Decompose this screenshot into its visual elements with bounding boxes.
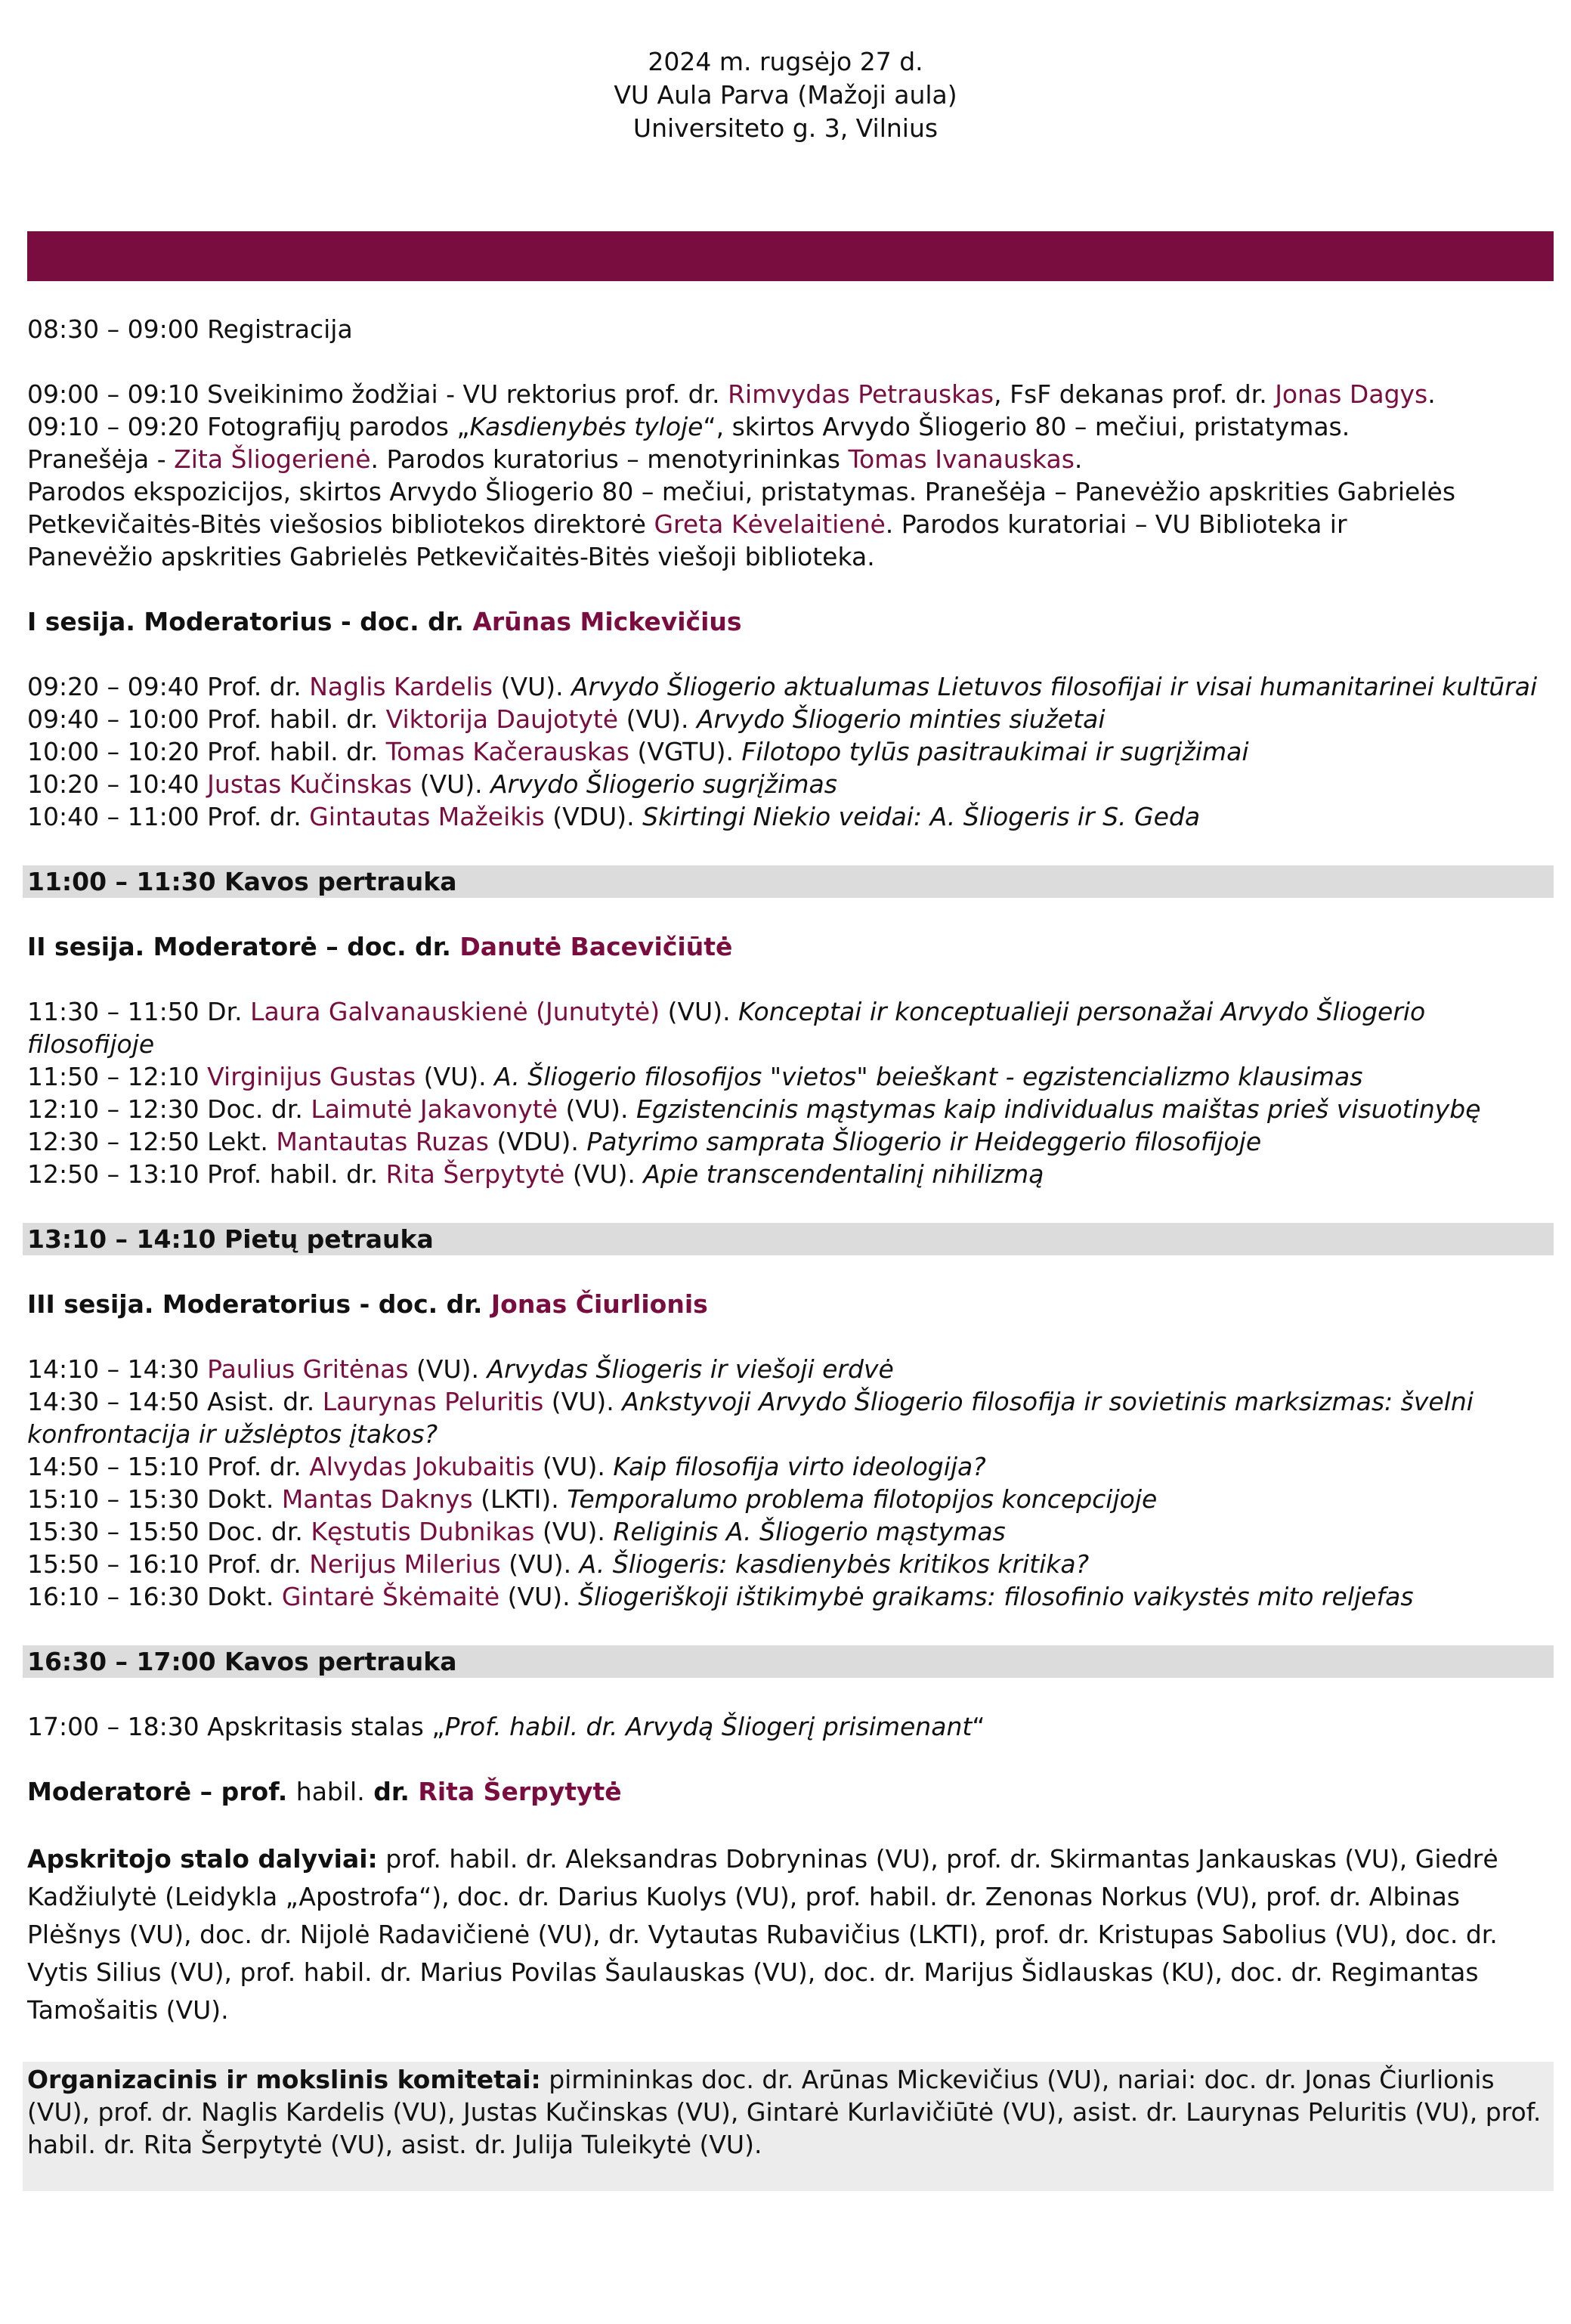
talk-item [27,735,1552,768]
talk-item [27,1158,1552,1190]
speaker-affiliation: (VU). [412,769,491,799]
speaker-affiliation: (VU). [416,1062,495,1091]
committee-box [23,2062,1554,2191]
speaker-affiliation: (VU). [493,672,572,701]
speaker-affiliation: (VU). [408,1354,487,1384]
talk-title: A. Šliogerio filosofijos "vietos" beieškant - egzistencializmo klausimas [494,1062,1363,1091]
speaker-affiliation: (VU). [534,1517,614,1546]
talk-title: Kaip filosofija virto ideologija? [613,1452,986,1481]
registration: 08:30 – 09:00 Registracija [27,314,353,344]
talk-time: 15:10 – 15:30 Dokt. [27,1484,282,1514]
moderator-name: Jonas Čiurlionis [490,1289,708,1319]
talk-title: Konceptai ir konceptualieji personažai Arvydo Šliogerio filosofijoje [27,997,1426,1059]
talk-item [27,1450,1552,1483]
program [27,313,1552,2191]
speaker-name: Rita Šerpytytė [385,1159,565,1189]
speaker-affiliation: (VU). [660,997,739,1026]
exposition-line-1: Parodos ekspozicijos, skirtos Arvydo Šliogerio 80 – mečiui, pristatymas. Pranešėja – Panevėžio apskrities Gabrielės [27,477,1456,506]
talk-title: Apie transcendentalinį nihilizmą [643,1159,1044,1189]
speaker-name: Alvydas Jokubaitis [309,1452,535,1481]
talk-item [27,1125,1552,1158]
roundtable-title: Prof. habil. dr. Arvydą Šliogerį prisimenant [444,1712,973,1741]
talk-item [27,1483,1552,1515]
session-1-heading: I sesija. Moderatorius - doc. dr. Arūnas Mickevičius [27,607,742,636]
roundtable: 17:00 – 18:30 Apskritasis stalas „Prof. habil. dr. Arvydą Šliogerį prisimenant“ [27,1712,985,1741]
speaker-name: Gintarė Škėmaitė [281,1582,500,1611]
moderator-name: Rita Šerpytytė [418,1777,622,1806]
talk-title: Šliogeriškoji ištikimybė graikams: filosofinio vaikystės mito reljefas [578,1582,1414,1611]
talk-title: Skirtingi Niekio veidai: A. Šliogeris ir S. Geda [642,802,1201,831]
speaker-name: Virginijus Gustas [207,1062,416,1091]
talk-item [27,1060,1552,1093]
moderator-name: Arūnas Mickevičius [472,607,742,636]
talk-item [27,800,1552,833]
coffee-break-1: 11:00 – 11:30 Kavos pertrauka [23,865,1554,898]
speaker-name: Laura Galvanauskienė (Junutytė) [250,997,660,1026]
speaker-affiliation: (VU). [618,704,697,734]
talk-time: 15:50 – 16:10 Prof. dr. [27,1549,310,1579]
speaker-name: Viktorija Daujotytė [385,704,619,734]
talk-time: 11:50 – 12:10 [27,1062,208,1091]
talk-item [27,995,1552,1060]
talk-title: Arvydo Šliogerio minties siužetai [697,704,1106,734]
speaker-affiliation: (VGTU). [629,737,742,766]
talk-time: 12:50 – 13:10 Prof. habil. dr. [27,1159,386,1189]
speaker-affiliation: (VU). [558,1094,636,1124]
talk-title: Religinis A. Šliogerio mąstymas [613,1517,1006,1546]
speaker-name: Justas Kučinskas [207,769,413,799]
talk-item [27,670,1552,703]
exhibition-title: Kasdienybės tyloje [469,412,704,441]
talk-time: 11:30 – 11:50 Dr. [27,997,251,1026]
talk-item [27,1580,1552,1613]
talk-item [27,1515,1552,1548]
talk-title: Arvydo Šliogerio aktualumas Lietuvos filosofijai ir visai humanitarinei kultūrai [571,672,1538,701]
talk-title: Arvydas Šliogeris ir viešoji erdvė [487,1354,894,1384]
speaker-name: Mantas Daknys [281,1484,473,1514]
talk-time: 10:40 – 11:00 Prof. dr. [27,802,310,831]
talk-item [27,1548,1552,1580]
talk-time: 14:10 – 14:30 [27,1354,208,1384]
speaker-affiliation: (VDU). [544,802,643,831]
coffee-break-2: 16:30 – 17:00 Kavos pertrauka [23,1645,1554,1678]
moderator-name: Danutė Bacevičiūtė [459,932,733,961]
talk-time: 10:20 – 10:40 [27,769,208,799]
speaker-affiliation: (VU). [564,1159,644,1189]
opening-remarks: 09:00 – 09:10 Sveikinimo žodžiai - VU rektorius prof. dr. Rimvydas Petrauskas, FsF dekanas prof. dr. Jonas Dagys. [27,379,1436,409]
speaker-name: Jonas Dagys [1275,379,1428,409]
exposition-line-2: Petkevičaitės-Bitės viešosios bibliotekos direktorė Greta Kėvelaitienė. Parodos kuratoriai – VU Biblioteka ir [27,509,1347,539]
speaker-name: Paulius Gritėnas [207,1354,409,1384]
speaker-name: Laurynas Peluritis [322,1387,544,1416]
session-1-talks [27,670,1552,833]
session-2-heading: II sesija. Moderatorė – doc. dr. Danutė Bacevičiūtė [27,932,733,961]
talk-item [27,768,1552,800]
lunch-break: 13:10 – 14:10 Pietų petrauka [23,1223,1554,1255]
talk-time: 10:00 – 10:20 Prof. habil. dr. [27,737,386,766]
talk-time: 14:50 – 15:10 Prof. dr. [27,1452,310,1481]
talk-time: 16:10 – 16:30 Dokt. [27,1582,282,1611]
speaker-affiliation: (LKTI). [472,1484,567,1514]
session-3-heading: III sesija. Moderatorius - doc. dr. Jonas Čiurlionis [27,1289,708,1319]
speaker-name: Zita Šliogerienė [174,444,371,474]
talk-title: Filotopo tylūs pasitraukimai ir sugrįžimai [741,737,1249,766]
event-header [0,45,1571,145]
session-2-talks [27,995,1552,1190]
speaker-name: Laimutė Jakavonytė [311,1094,558,1124]
speaker-affiliation: (VDU). [488,1127,587,1156]
speaker-name: Gintautas Mažeikis [309,802,545,831]
talk-title: Egzistencinis mąstymas kaip individualus maištas prieš visuotinybę [636,1094,1481,1124]
committee-text: Organizacinis ir mokslinis komitetai: pirmininkas doc. dr. Arūnas Mickevičius (VU), nariai: doc. dr. Jonas Čiurlionis (VU), prof. dr. Naglis Kardelis (VU), Justas Kučinskas (VU), Gintarė Kurlavičiūtė (VU), asist. dr. Laurynas Peluritis (VU), prof. habil. dr. Rita Šerpytytė (VU), asist. dr. Julija Tuleikytė (VU). [27,2065,1542,2159]
speaker-name: Kęstutis Dubnikas [311,1517,535,1546]
talk-time: 09:20 – 09:40 Prof. dr. [27,672,310,701]
talk-item [27,1353,1552,1385]
event-date: 2024 m. rugsėjo 27 d. [648,47,923,76]
talk-title: Ankstyvoji Arvydo Šliogerio filosofija ir sovietinis marksizmas: švelni konfrontacija ir užslėptos įtakos? [27,1387,1474,1449]
speaker-name: Greta Kėvelaitienė [654,509,886,539]
talk-time: 12:30 – 12:50 Lekt. [27,1127,277,1156]
photo-exhibition-presenters: Pranešėja - Zita Šliogerienė. Parodos kuratorius – menotyrininkas Tomas Ivanauskas. [27,444,1083,474]
talk-time: 14:30 – 14:50 Asist. dr. [27,1387,323,1416]
roundtable-moderator: Moderatorė – prof. habil. dr. Rita Šerpytytė [27,1777,622,1806]
speaker-name: Naglis Kardelis [309,672,493,701]
speaker-affiliation: (VU). [534,1452,614,1481]
photo-exhibition: 09:10 – 09:20 Fotografijų parodos „Kasdienybės tyloje“, skirtos Arvydo Šliogerio 80 – mečiui, pristatymas. [27,412,1350,441]
speaker-affiliation: (VU). [499,1582,579,1611]
talk-item [27,703,1552,735]
talk-title: A. Šliogeris: kasdienybės kritikos kritika? [579,1549,1090,1579]
talk-item [27,1093,1552,1125]
talk-title: Arvydo Šliogerio sugrįžimas [490,769,837,799]
speaker-affiliation: (VU). [500,1549,580,1579]
roundtable-participants: Apskritojo stalo dalyviai: prof. habil. dr. Aleksandras Dobryninas (VU), prof. dr. Skirmantas Jankauskas (VU), Giedrė Kadžiulytė (Leidykla „Apostrofa“), doc. dr. Darius Kuolys (VU), prof. habil. dr. Zenonas Norkus (VU), prof. dr. Albinas Plėšnys (VU), doc. dr. Nijolė Radavičienė (VU), dr. Vytautas Rubavičius (LKTI), prof. dr. Kristupas Sabolius (VU), doc. dr. Vytis Silius (VU), prof. habil. dr. Marius Povilas Šaulauskas (VU), doc. dr. Marijus Šidlauskas (KU), doc. dr. Regimantas Tamošaitis (VU). [27,1844,1498,2025]
talk-item [27,1385,1552,1450]
speaker-name: Rimvydas Petrauskas [728,379,994,409]
talk-title: Temporalumo problema filotopijos koncepcijoje [567,1484,1158,1514]
speaker-name: Tomas Ivanauskas [848,444,1075,474]
session-3-talks [27,1353,1552,1613]
exposition-line-3: Panevėžio apskrities Gabrielės Petkevičaitės-Bitės viešoji biblioteka. [27,542,875,571]
talk-time: 15:30 – 15:50 Doc. dr. [27,1517,311,1546]
talk-time: 12:10 – 12:30 Doc. dr. [27,1094,311,1124]
speaker-name: Nerijus Milerius [309,1549,501,1579]
speaker-name: Tomas Kačerauskas [385,737,629,766]
event-venue: VU Aula Parva (Mažoji aula) [614,80,957,110]
talk-time: 09:40 – 10:00 Prof. habil. dr. [27,704,386,734]
speaker-affiliation: (VU). [543,1387,623,1416]
talk-title: Patyrimo samprata Šliogerio ir Heideggerio filosofijoje [586,1127,1262,1156]
speaker-name: Mantautas Ruzas [276,1127,489,1156]
accent-bar [27,231,1554,281]
event-address: Universiteto g. 3, Vilnius [632,113,939,143]
